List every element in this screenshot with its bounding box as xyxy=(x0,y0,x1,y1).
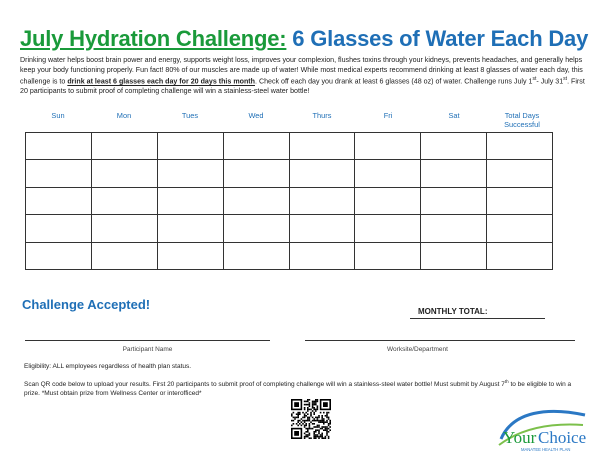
day-cell[interactable] xyxy=(289,133,355,160)
calendar-row xyxy=(26,215,553,242)
day-cell[interactable] xyxy=(355,160,421,187)
scan-instructions: Scan QR code below to upload your results. First 20 participants to submit proof of completing challenge will win a stainless-steel water bottle! Must submit by August 7th to be eligible to win a prize. *Must obtain prize from Wellness Center or interofficed* xyxy=(24,379,572,398)
intro-paragraph: Drinking water helps boost brain power and energy, supports weight loss, improves your complexion, flushes toxins through your kidneys, prevents headaches, and generally helps keep your body functioning properly. Fun fact! 80% of our muscles are made up of water! While most medical experts recommend drinking at least 8 glasses of water each day, this challenge is to drink at least 6 glasses each day for 20 days this month. Check off each day you drank at least 6 glasses (48 oz) of water. Challenge runs July 1st- July 31st. First 20 participants to submit proof of completing challenge will win a stainless-steel water bottle! xyxy=(20,56,585,96)
day-cell[interactable] xyxy=(223,242,289,269)
day-cell[interactable] xyxy=(421,215,487,242)
day-cell[interactable] xyxy=(26,187,92,214)
logo-your: Your xyxy=(503,428,537,447)
day-cell[interactable] xyxy=(355,215,421,242)
day-cell[interactable] xyxy=(355,133,421,160)
header-mon: Mon xyxy=(116,111,132,120)
logo-tagline: MANATEE HEALTH PLAN xyxy=(521,447,571,452)
title-goal: 6 Glasses of Water Each Day xyxy=(286,26,589,51)
day-cell[interactable] xyxy=(421,242,487,269)
day-cell[interactable] xyxy=(91,187,157,214)
monthly-total-field[interactable] xyxy=(410,318,545,319)
day-cell[interactable] xyxy=(355,242,421,269)
day-cell[interactable] xyxy=(289,187,355,214)
day-cell[interactable] xyxy=(91,215,157,242)
logo-choice: Choice xyxy=(538,428,587,447)
day-cell[interactable] xyxy=(421,133,487,160)
day-cell[interactable] xyxy=(289,215,355,242)
day-cell[interactable] xyxy=(26,215,92,242)
qr-code-icon[interactable] xyxy=(291,399,331,439)
day-cell[interactable] xyxy=(421,160,487,187)
page-title xyxy=(20,26,588,52)
total-days-cell[interactable] xyxy=(487,215,553,242)
worksite-label: Worksite/Department xyxy=(387,346,448,353)
challenge-rule: drink at least 6 glasses each day for 20 days this month xyxy=(67,77,255,86)
day-cell[interactable] xyxy=(355,187,421,214)
worksite-field[interactable] xyxy=(305,340,575,341)
day-cell[interactable] xyxy=(223,133,289,160)
day-cell[interactable] xyxy=(26,242,92,269)
day-cell[interactable] xyxy=(91,133,157,160)
calendar-grid xyxy=(25,132,553,270)
header-sat: Sat xyxy=(448,111,460,120)
participant-name-field[interactable] xyxy=(25,340,270,341)
total-days-cell[interactable] xyxy=(487,133,553,160)
eligibility-text: Eligibility: ALL employees regardless of health plan status. xyxy=(24,363,192,370)
day-cell[interactable] xyxy=(289,242,355,269)
day-cell[interactable] xyxy=(157,187,223,214)
calendar-row xyxy=(26,187,553,214)
participant-name-label: Participant Name xyxy=(122,346,173,353)
your-choice-logo xyxy=(493,405,591,455)
calendar-header xyxy=(25,112,576,132)
day-cell[interactable] xyxy=(157,160,223,187)
header-wed: Wed xyxy=(248,111,264,120)
day-cell[interactable] xyxy=(26,160,92,187)
day-cell[interactable] xyxy=(91,242,157,269)
header-thurs: Thurs xyxy=(312,111,332,120)
calendar-row xyxy=(26,160,553,187)
day-cell[interactable] xyxy=(223,160,289,187)
challenge-accepted-heading: Challenge Accepted! xyxy=(22,297,151,312)
title-challenge: July Hydration Challenge: xyxy=(20,26,287,51)
calendar-row xyxy=(26,133,553,160)
monthly-total-label: MONTHLY TOTAL: xyxy=(418,307,488,316)
total-days-cell[interactable] xyxy=(487,242,553,269)
header-fri: Fri xyxy=(383,111,393,120)
day-cell[interactable] xyxy=(223,215,289,242)
day-cell[interactable] xyxy=(91,160,157,187)
day-cell[interactable] xyxy=(421,187,487,214)
total-days-cell[interactable] xyxy=(487,187,553,214)
day-cell[interactable] xyxy=(289,160,355,187)
day-cell[interactable] xyxy=(157,215,223,242)
total-days-cell[interactable] xyxy=(487,160,553,187)
calendar-row xyxy=(26,242,553,269)
header-sun: Sun xyxy=(51,111,65,120)
day-cell[interactable] xyxy=(157,133,223,160)
day-cell[interactable] xyxy=(26,133,92,160)
header-total-days: Total Days Successful xyxy=(504,111,540,129)
day-cell[interactable] xyxy=(223,187,289,214)
day-cell[interactable] xyxy=(157,242,223,269)
header-tues: Tues xyxy=(181,111,199,120)
